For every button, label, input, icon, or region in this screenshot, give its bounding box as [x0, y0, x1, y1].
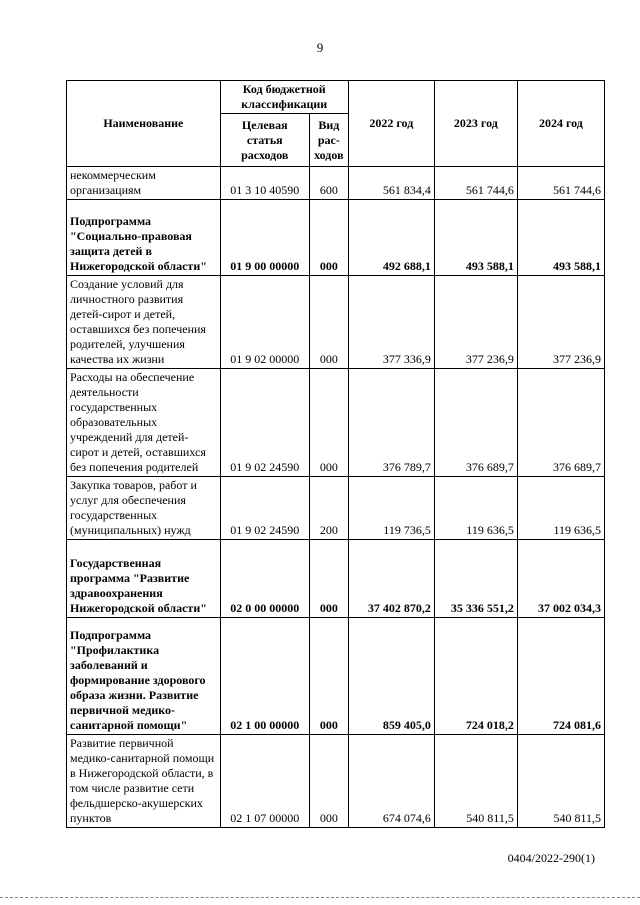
page-number: 9	[316, 40, 324, 55]
row-value-2023: 561 744,6	[434, 167, 517, 200]
header-2023: 2023 год	[434, 81, 517, 167]
row-target-article: 02 1 00 00000	[220, 618, 309, 735]
row-value-2022: 376 789,7	[348, 369, 434, 477]
row-value-2022: 859 405,0	[348, 618, 434, 735]
header-code-group: Код бюджетной классификации	[220, 81, 348, 114]
row-target-article: 01 3 10 40590	[220, 167, 309, 200]
row-target-article: 01 9 02 24590	[220, 477, 309, 540]
row-expense-type: 000	[309, 540, 348, 618]
row-value-2022: 674 074,6	[348, 735, 434, 828]
row-name: Расходы на обеспечение деятельности государственных образовательных учреждений для детей-сирот и детей, оставшихся без попечения родителей	[67, 369, 221, 477]
row-value-2023: 377 236,9	[434, 276, 517, 369]
table-row	[67, 167, 605, 200]
row-value-2023: 119 636,5	[434, 477, 517, 540]
row-value-2024: 561 744,6	[517, 167, 604, 200]
row-value-2022: 492 688,1	[348, 200, 434, 276]
row-value-2023: 540 811,5	[434, 735, 517, 828]
row-value-2023: 493 588,1	[434, 200, 517, 276]
row-value-2024: 493 588,1	[517, 200, 604, 276]
row-expense-type: 000	[309, 735, 348, 828]
table-row	[67, 735, 605, 828]
row-name: некоммерческим организациям	[67, 167, 221, 200]
row-target-article: 01 9 00 00000	[220, 200, 309, 276]
row-expense-type: 000	[309, 276, 348, 369]
row-value-2024: 119 636,5	[517, 477, 604, 540]
row-expense-type: 000	[309, 369, 348, 477]
header-2022: 2022 год	[348, 81, 434, 167]
header-name: Наименование	[67, 81, 221, 167]
row-value-2022: 119 736,5	[348, 477, 434, 540]
row-value-2022: 37 402 870,2	[348, 540, 434, 618]
row-target-article: 01 9 02 00000	[220, 276, 309, 369]
budget-table	[66, 80, 605, 828]
row-target-article: 02 0 00 00000	[220, 540, 309, 618]
row-expense-type: 000	[309, 200, 348, 276]
table-row	[67, 200, 605, 276]
header-expense-type: Вид рас-ходов	[309, 114, 348, 167]
header-2024: 2024 год	[517, 81, 604, 167]
table-row	[67, 369, 605, 477]
row-value-2024: 540 811,5	[517, 735, 604, 828]
row-expense-type: 600	[309, 167, 348, 200]
table-row	[67, 276, 605, 369]
row-name: Подпрограмма "Социально-правовая защита детей в Нижегородской области"	[67, 200, 221, 276]
row-value-2024: 377 236,9	[517, 276, 604, 369]
row-target-article: 01 9 02 24590	[220, 369, 309, 477]
row-name: Развитие первичной медико-санитарной помощи в Нижегородской области, в том числе развитие сети фельдшерско-акушерских пунктов	[67, 735, 221, 828]
row-value-2024: 37 002 034,3	[517, 540, 604, 618]
row-expense-type: 200	[309, 477, 348, 540]
row-name: Создание условий для личностного развития детей-сирот и детей, оставшихся без попечения родителей, улучшения качества их жизни	[67, 276, 221, 369]
row-target-article: 02 1 07 00000	[220, 735, 309, 828]
table-row	[67, 618, 605, 735]
row-expense-type: 000	[309, 618, 348, 735]
row-value-2024: 376 689,7	[517, 369, 604, 477]
table-row	[67, 540, 605, 618]
page-edge	[0, 897, 640, 901]
header-target-article: Целевая статья расходов	[220, 114, 309, 167]
row-value-2023: 724 018,2	[434, 618, 517, 735]
row-name: Подпрограмма "Профилактика заболеваний и формирование здорового образа жизни. Развитие первичной медико-санитарной помощи"	[67, 618, 221, 735]
row-value-2022: 377 336,9	[348, 276, 434, 369]
row-value-2023: 376 689,7	[434, 369, 517, 477]
row-name: Государственная программа "Развитие здравоохранения Нижегородской области"	[67, 540, 221, 618]
row-value-2023: 35 336 551,2	[434, 540, 517, 618]
row-value-2024: 724 081,6	[517, 618, 604, 735]
row-value-2022: 561 834,4	[348, 167, 434, 200]
row-name: Закупка товаров, работ и услуг для обеспечения государственных (муниципальных) нужд	[67, 477, 221, 540]
table-row	[67, 477, 605, 540]
document-code: 0404/2022-290(1)	[507, 851, 595, 865]
